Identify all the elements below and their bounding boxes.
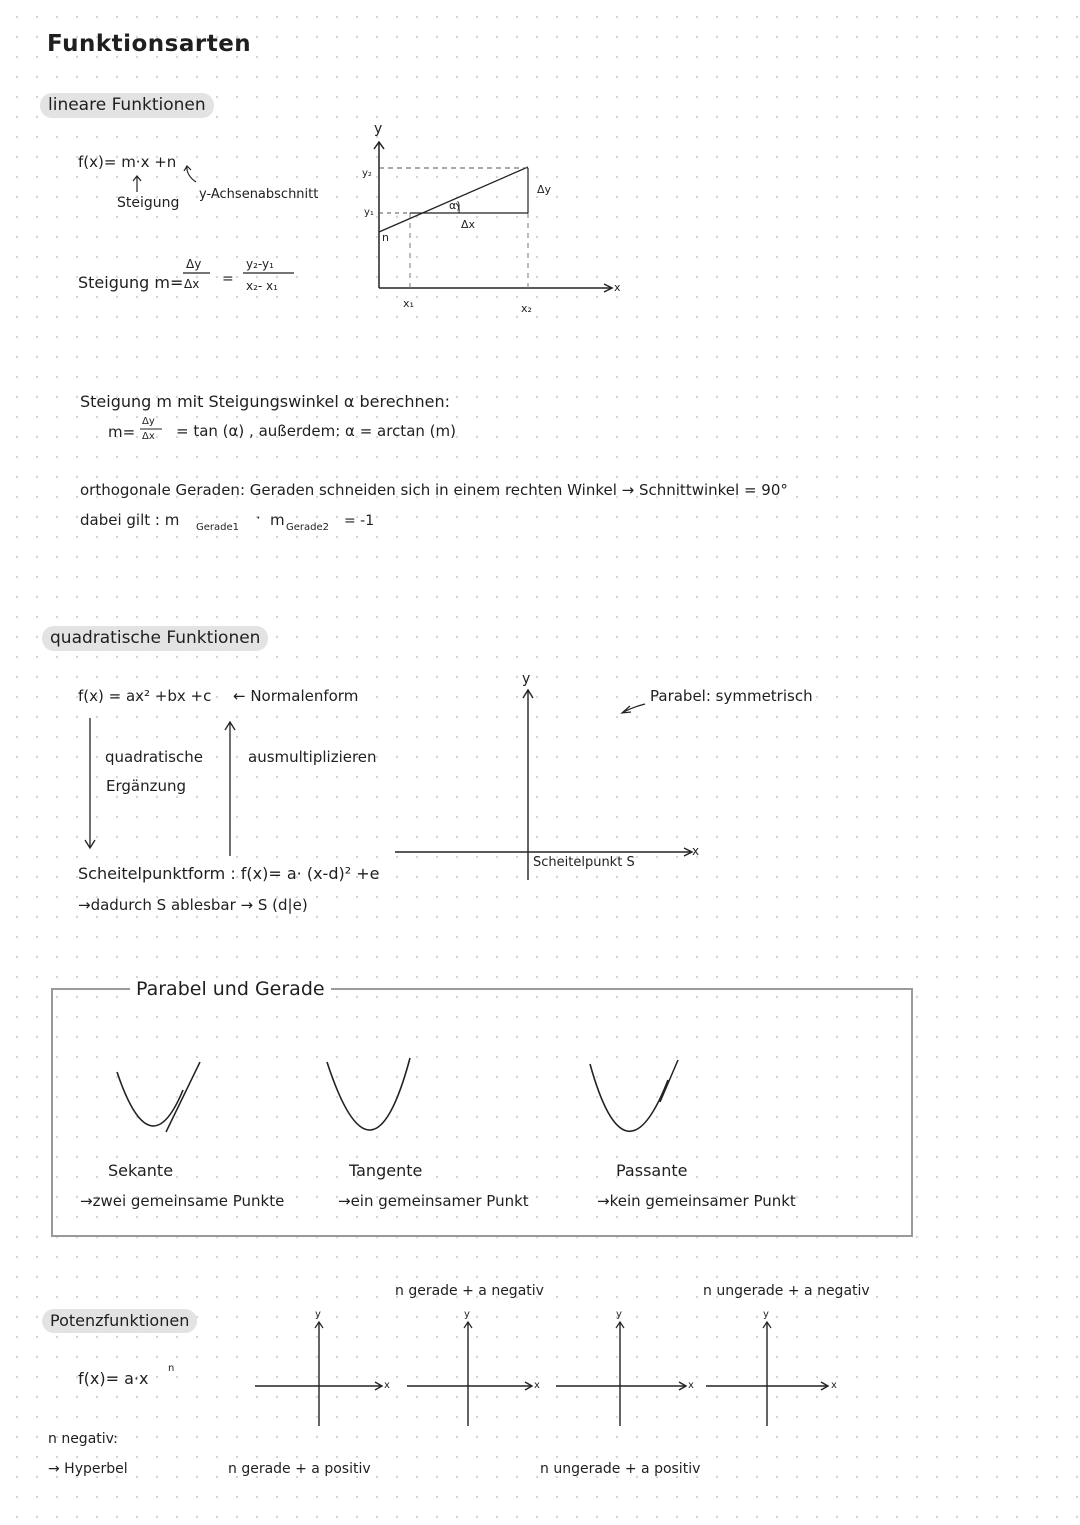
graph-alpha-label: α): [449, 199, 461, 212]
angle-dx: Δx: [142, 431, 155, 442]
sekante-label: Sekante: [108, 1161, 174, 1180]
label-gerade-negativ: n gerade + a negativ: [395, 1283, 544, 1299]
s-ablesbar: →dadurch S ablesbar → S (d|e): [78, 896, 308, 914]
dabei-gilt: dabei gilt : m: [80, 511, 180, 529]
equals-sign: =: [222, 271, 234, 287]
delta-x: Δx: [184, 277, 200, 291]
angle-formula-m: m=: [108, 423, 136, 441]
potenz-graph2-y-label: y: [464, 1309, 470, 1320]
angle-heading: Steigung m mit Steigungswinkel α berechnen:: [80, 392, 451, 411]
potenz-axes: [0, 0, 1, 1]
multiply-dot: ·: [256, 509, 261, 527]
tangente-label: Tangente: [349, 1161, 423, 1180]
passante-label: Passante: [616, 1161, 688, 1180]
potenz-graph2-x-label: x: [534, 1380, 540, 1391]
delta-y: Δy: [186, 257, 202, 271]
graph-dx-label: Δx: [461, 218, 476, 231]
potenz-graph3-x-label: x: [688, 1380, 694, 1391]
m2-symbol: m: [270, 511, 285, 529]
gerade1-subscript: Gerade1: [196, 522, 240, 533]
ausmultiplizieren-label: ausmultiplizieren: [248, 748, 377, 766]
steigung-label: Steigung: [117, 195, 180, 211]
graph-x2-label: x₂: [521, 302, 532, 315]
section-heading-potenz: Potenzfunktionen: [42, 1309, 197, 1333]
scheitel-form: Scheitelpunktform : f(x)= a· (x-d)² +e: [78, 864, 380, 883]
label-ungerade-positiv: n ungerade + a positiv: [540, 1461, 701, 1477]
gerade2-subscript: Gerade2: [286, 522, 330, 533]
x-difference: x₂- x₁: [246, 279, 278, 293]
normal-form: f(x) = ax² +bx +c: [78, 687, 212, 705]
potenz-formula: f(x)= a·x: [78, 1369, 149, 1388]
parabel-note: Parabel: symmetrisch: [650, 687, 813, 705]
potenz-graph4-y-label: y: [763, 1309, 769, 1320]
parabel-gerade-title-text: Parabel und Gerade: [130, 978, 331, 1000]
quad-graph-x-label: x: [692, 844, 700, 858]
quadratische-ergaenzung-line2: Ergänzung: [106, 777, 187, 795]
tangente-desc: →ein gemeinsamer Punkt: [338, 1192, 529, 1210]
label-gerade-positiv: n gerade + a positiv: [228, 1461, 371, 1477]
potenz-graph1-x-label: x: [384, 1380, 390, 1391]
hyperbel-label: → Hyperbel: [48, 1461, 128, 1477]
scheitelpunkt-label: Scheitelpunkt S: [533, 855, 635, 870]
steigung-formula: Steigung m=: [78, 273, 184, 292]
graph-dy-label: Δy: [537, 183, 552, 196]
achsenabschnitt-label: y-Achsenabschnitt: [199, 187, 319, 202]
graph-y-label: y: [374, 121, 383, 137]
angle-dy: Δy: [142, 416, 155, 427]
potenz-exponent: n: [168, 1363, 175, 1374]
sekante-desc: →zwei gemeinsame Punkte: [80, 1192, 285, 1210]
graph-x1-label: x₁: [403, 297, 414, 310]
section-heading-linear: lineare Funktionen: [40, 93, 214, 118]
minus-one: = -1: [344, 513, 375, 529]
potenz-graph3-y-label: y: [616, 1309, 622, 1320]
section-heading-quadratic: quadratische Funktionen: [42, 626, 268, 651]
normal-form-label: ← Normalenform: [233, 687, 359, 705]
graph-y2-label: y₂: [362, 168, 372, 179]
parabel-gerade-title: [130, 980, 331, 999]
passante-desc: →kein gemeinsamer Punkt: [597, 1192, 796, 1210]
potenz-graph4-x-label: x: [831, 1380, 837, 1391]
quadratische-ergaenzung-line1: quadratische: [105, 748, 203, 766]
n-negativ-label: n negativ:: [48, 1431, 118, 1447]
angle-formula-rest: = tan (α) , außerdem: α = arctan (m): [176, 422, 456, 440]
potenz-graph1-y-label: y: [315, 1309, 321, 1320]
orthogonal-line: orthogonale Geraden: Geraden schneiden sich in einem rechten Winkel → Schnittwinkel = 90°: [80, 481, 788, 499]
graph-x-label: x: [614, 281, 621, 294]
linear-formula: f(x)= m·x +n: [78, 153, 177, 171]
graph-n-label: n: [382, 231, 389, 244]
quad-graph-y-label: y: [522, 671, 531, 687]
label-ungerade-negativ: n ungerade + a negativ: [703, 1283, 870, 1299]
y-difference: y₂-y₁: [246, 257, 274, 271]
graph-y1-label: y₁: [364, 207, 374, 218]
page-title: Funktionsarten: [47, 31, 252, 57]
